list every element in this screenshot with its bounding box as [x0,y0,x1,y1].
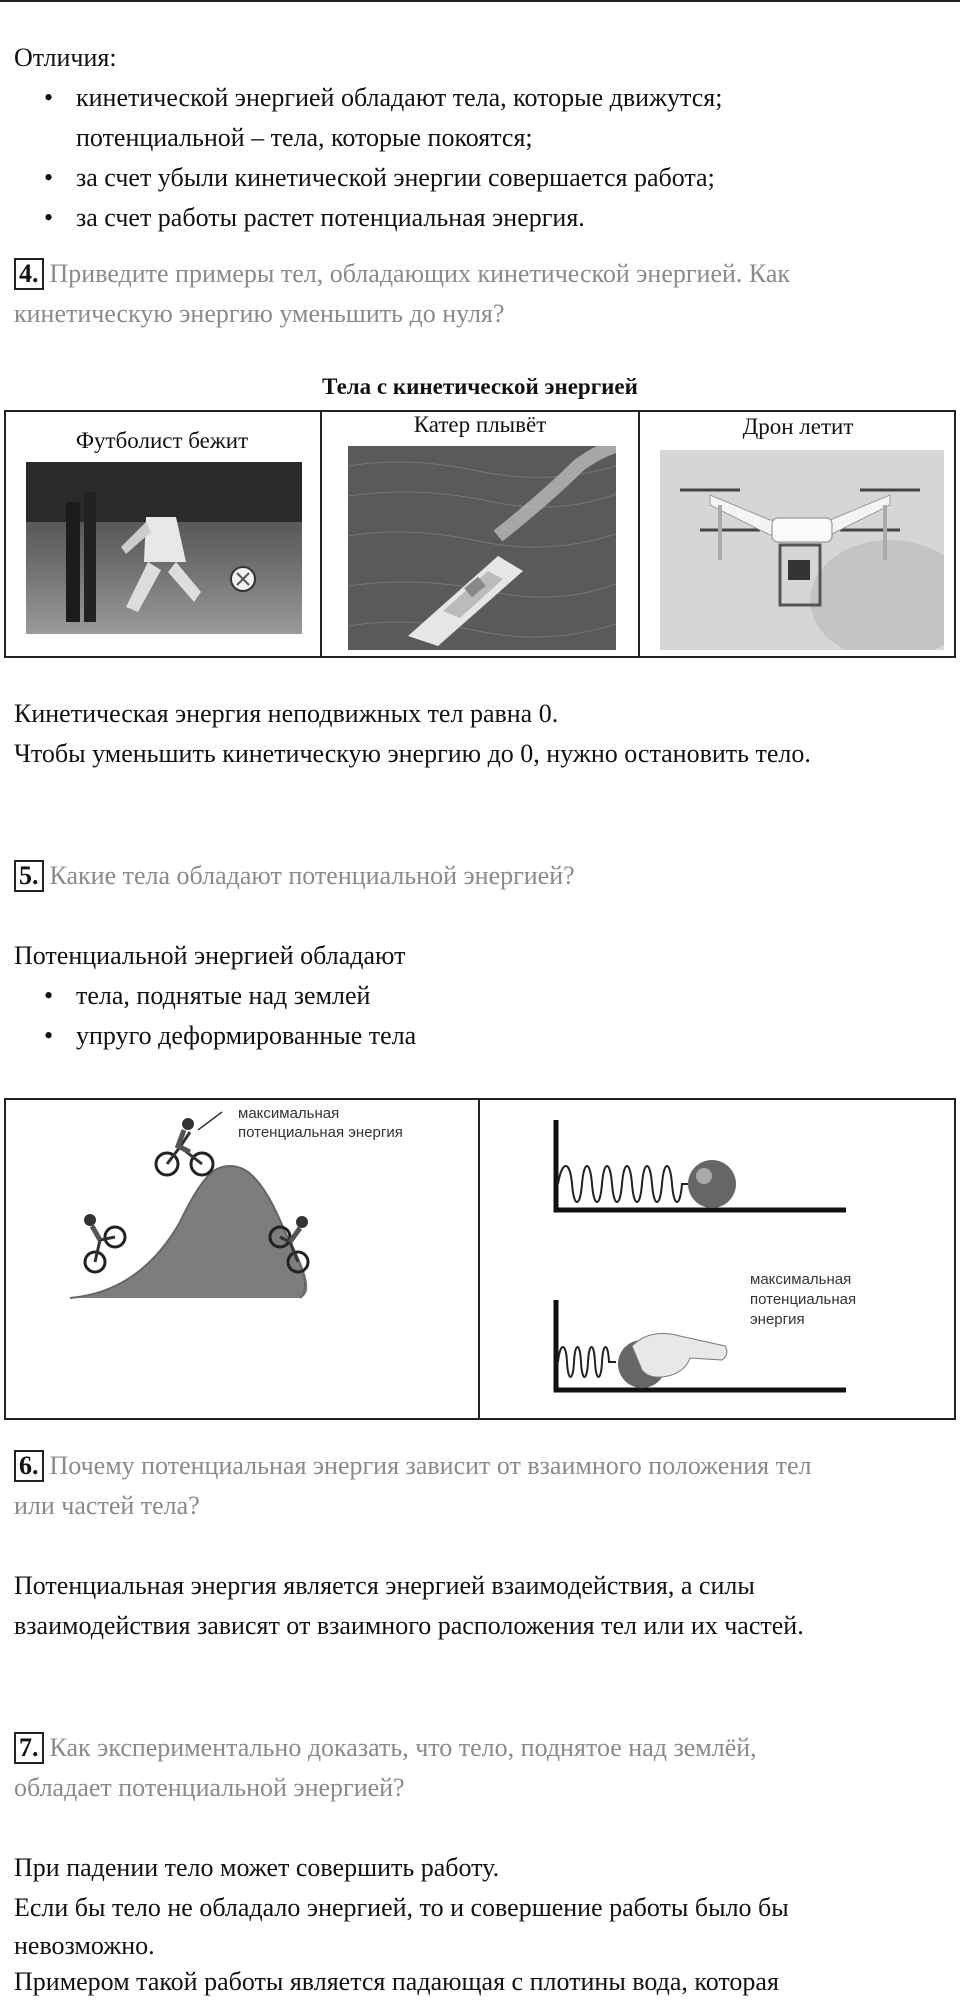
list-item: • тела, поднятые над землей [14,976,416,1016]
question-text: Как экспериментально доказать, что тело, поднятое над землёй, [49,1733,757,1762]
question-6-line2: или частей тела? [14,1491,200,1520]
hill-label: максимальная потенциальная энергия [238,1105,403,1141]
question-number: 4. [14,258,44,290]
question-number: 6. [14,1450,44,1482]
q4-answer-1: Кинетическая энергия неподвижных тел равна 0. [14,699,559,728]
caption-drone: Дрон летит [742,414,854,439]
q4-answer-2: Чтобы уменьшить кинетическую энергию до 0, нужно остановить тело. [14,739,811,768]
question-text: Приведите примеры тел, обладающих кинетической энергией. Как [49,259,791,288]
question-7-line2: обладает потенциальной энергией? [14,1773,405,1802]
cyclist-top-icon [156,1118,213,1175]
top-rule [0,0,960,2]
list-item: • за счет работы растет потенциальная энергия. [14,198,722,238]
table-title: Тела с кинетической энергией [322,374,638,399]
spring-compressed-icon [558,1347,616,1377]
question-5 [14,856,575,896]
q5-answer-intro: Потенциальной энергией обладают [14,941,406,970]
hill-illustration [50,1102,470,1402]
q6-answer-1: Потенциальная энергия является энергией взаимодействия, а силы [14,1571,755,1600]
q7-answer-1: При падении тело может совершить работу. [14,1853,500,1882]
list-item-continuation: потенциальной – тела, которые покоятся; [76,123,533,152]
spring-label: максимальная потенциальная энергия [750,1271,857,1328]
question-number: 5. [14,860,44,892]
spring-illustration [540,1110,860,1410]
footballer-photo [26,462,302,634]
cyclist-left-icon [84,1214,125,1272]
q7-answer-2: Если бы тело не обладало энергией, то и совершение работы было бы [14,1893,789,1922]
table-divider [638,410,640,658]
list-item: • упруго деформированные тела [14,1016,416,1056]
q5-list [14,976,416,1056]
q6-answer-2: взаимодействия зависят от взаимного расположения тел или их частей. [14,1611,804,1640]
table-divider [320,410,322,658]
q7-answer-4: Примером такой работы является падающая с плотины вода, которая [14,1967,779,1996]
question-6 [14,1446,812,1486]
caption-boat: Катер плывёт [413,412,547,437]
question-4-line2: кинетическую энергию уменьшить до нуля? [14,299,505,328]
boat-photo [348,446,616,650]
list-item: • за счет убыли кинетической энергии совершается работа; [14,158,722,198]
drone-photo [660,450,944,650]
spring-relaxed-icon [558,1166,688,1202]
question-text: Какие тела обладают потенциальной энергией? [49,861,575,890]
figure-divider [478,1098,480,1420]
question-number: 7. [14,1732,44,1764]
caption-footballer: Футболист бежит [75,428,249,453]
question-text: Почему потенциальная энергия зависит от взаимного положения тел [49,1451,812,1480]
differences-list [14,78,722,238]
q7-answer-3: невозможно. [14,1931,155,1960]
question-7 [14,1728,757,1768]
list-item: • кинетической энергией обладают тела, которые движутся; [14,78,722,118]
differences-title: Отличия: [14,43,117,72]
question-4 [14,254,790,294]
